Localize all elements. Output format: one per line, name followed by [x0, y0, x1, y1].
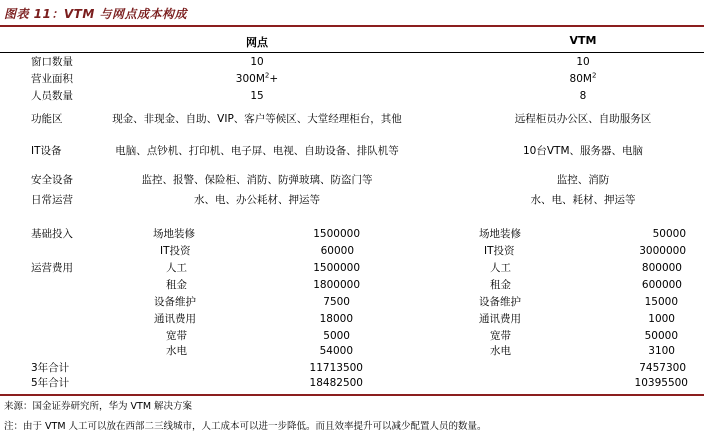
branch-cost-name: 租金	[166, 279, 187, 291]
branch-cost-name: 通讯费用	[154, 313, 196, 325]
row-label: 营业面积	[31, 73, 73, 85]
vtm-value: 10台VTM、服务器、电脑	[522, 145, 644, 157]
branch-value: 现金、非现金、自助、VIP、客户等候区、大堂经理柜台，其他	[112, 113, 402, 125]
vtm-cost-name: 场地装修	[479, 228, 521, 240]
branch-value: 电脑、点钞机、打印机、电子屏、电视、自助设备、排队机等	[115, 145, 399, 157]
row-label: 窗口数量	[31, 56, 73, 68]
branch-total: 11713500	[309, 362, 363, 374]
branch-cost-name: 设备维护	[154, 296, 196, 308]
branch-area	[236, 73, 278, 86]
branch-area-base: 300M	[235, 73, 265, 85]
vtm-cost-name: 设备维护	[479, 296, 521, 308]
branch-cost-value: 1500000	[313, 228, 360, 240]
branch-cost-value: 1800000	[313, 279, 360, 291]
header-vtm: VTM	[569, 34, 597, 47]
branch-value: 水、电、办公耗材、押运等	[194, 194, 320, 206]
total-label: 5年合计	[31, 377, 70, 389]
vtm-area-base: 80M	[569, 73, 592, 85]
row-label: 日常运营	[31, 194, 73, 206]
vtm-value: 远程柜员办公区、自助服务区	[514, 113, 652, 125]
vtm-area-sup: 2	[591, 71, 597, 80]
vtm-cost-name: IT投资	[484, 245, 515, 257]
figure-title: 图表 11：VTM 与网点成本构成	[4, 7, 187, 21]
row-label: 功能区	[31, 113, 63, 125]
header-branch: 网点	[246, 36, 268, 49]
branch-total: 18482500	[309, 377, 363, 389]
row-label: IT设备	[31, 145, 62, 157]
footnote: 注：由于 VTM 人工可以放在西部二三线城市，人工成本可以进一步降低。而且效率提升可以减少配置人员的数量。	[4, 421, 487, 432]
branch-cost-name: 场地装修	[153, 228, 195, 240]
source-note: 来源：国金证券研究所，华为 VTM 解决方案	[4, 401, 193, 412]
vtm-area	[570, 73, 597, 86]
cost-group-label: 基础投入	[31, 228, 73, 240]
branch-cost-value: 1500000	[313, 262, 360, 274]
branch-cost-value: 60000	[320, 245, 354, 257]
row-label: 人员数量	[31, 90, 73, 102]
branch-value: 10	[250, 56, 264, 68]
vtm-value: 监控、消防	[556, 174, 610, 186]
title-rule	[0, 25, 704, 27]
branch-area-sup: 2	[264, 71, 270, 80]
row-label: 安全设备	[31, 174, 73, 186]
vtm-cost-name: 宽带	[490, 330, 511, 342]
branch-cost-value: 54000	[319, 345, 353, 357]
vtm-total: 7457300	[639, 362, 686, 374]
table-bottom-rule	[0, 394, 704, 396]
vtm-cost-value: 50000	[644, 330, 678, 342]
branch-cost-value: 7500	[323, 296, 350, 308]
vtm-cost-value: 3000000	[639, 245, 686, 257]
branch-cost-name: 水电	[166, 345, 187, 357]
vtm-cost-value: 600000	[641, 279, 682, 291]
header-rule	[0, 52, 704, 53]
branch-cost-value: 5000	[323, 330, 350, 342]
vtm-cost-value: 15000	[644, 296, 678, 308]
branch-area-suffix: +	[269, 73, 279, 85]
vtm-cost-value: 1000	[648, 313, 675, 325]
branch-value: 15	[250, 90, 264, 102]
total-label: 3年合计	[31, 362, 70, 374]
branch-cost-name: IT投资	[160, 245, 191, 257]
branch-cost-name: 宽带	[166, 330, 187, 342]
branch-cost-value: 18000	[319, 313, 353, 325]
vtm-value: 水、电、耗材、押运等	[530, 194, 636, 206]
branch-cost-name: 人工	[166, 262, 187, 274]
vtm-cost-value: 50000	[652, 228, 686, 240]
vtm-value: 8	[579, 90, 587, 102]
vtm-cost-name: 人工	[490, 262, 511, 274]
vtm-total: 10395500	[634, 377, 688, 389]
vtm-cost-name: 通讯费用	[479, 313, 521, 325]
cost-group-label: 运营费用	[31, 262, 73, 274]
vtm-cost-value: 3100	[648, 345, 675, 357]
vtm-value: 10	[576, 56, 590, 68]
vtm-cost-name: 租金	[490, 279, 511, 291]
vtm-cost-name: 水电	[490, 345, 511, 357]
branch-value: 监控、报警、保险柜、消防、防弹玻璃、防盗门等	[141, 174, 373, 186]
vtm-cost-value: 800000	[641, 262, 682, 274]
